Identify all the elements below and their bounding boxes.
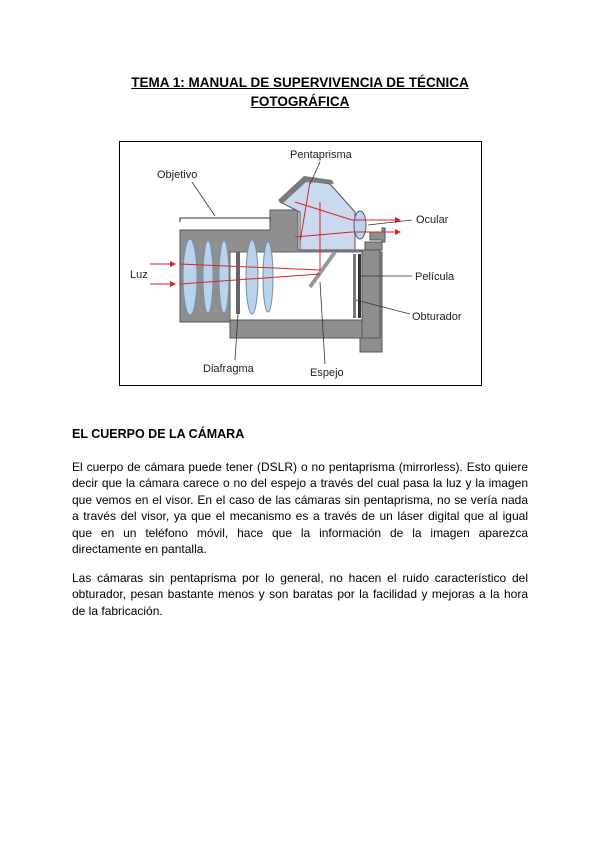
title-line-2: FOTOGRÁFICA <box>250 94 350 109</box>
paragraph-2: Las cámaras sin pentaprisma por lo general, no hacen el ruido característico del obturador, pesan bastante menos y son baratas por la facilidad y mejoras a la hora de la fabricación. <box>72 571 528 618</box>
label-luz: Luz <box>130 269 148 281</box>
label-pelicula: Película <box>415 271 455 283</box>
film-plane <box>358 254 361 318</box>
shutter <box>353 254 356 318</box>
leader-ocular <box>368 220 412 225</box>
label-objetivo: Objetivo <box>157 169 198 181</box>
diaphragm <box>236 252 240 314</box>
section-heading: EL CUERPO DE LA CÁMARA <box>72 427 245 441</box>
objetivo-bracket <box>180 218 270 222</box>
label-ocular: Ocular <box>416 214 449 226</box>
camera-diagram <box>119 141 482 386</box>
lens-element-1 <box>183 239 197 315</box>
page-title <box>100 73 500 111</box>
paragraph-1: El cuerpo de cámara puede tener (DSLR) o no pentaprisma (mirrorless). Esto quiere decir que la cámara carece o no del espejo a través del cual pasa la luz y la imagen que vemos en el visor. En el caso de las cámaras sin pentaprisma, no se vería nada a través del visor, ya que el mecanismo es a través de un láser digital que al igual que en un teléfono móvil, hace que la información de la imagen aparezca directamente en pantalla. <box>72 460 528 557</box>
lens-element-2 <box>203 241 213 313</box>
leader-objetivo <box>192 182 215 216</box>
camera-rear-bottom <box>230 320 380 338</box>
label-espejo: Espejo <box>310 367 344 379</box>
label-pentaprisma: Pentaprisma <box>290 149 352 161</box>
lens-element-4 <box>246 240 258 314</box>
label-obturador: Obturador <box>412 311 462 323</box>
label-diafragma: Diafragma <box>203 363 254 375</box>
title-line-1: TEMA 1: MANUAL DE SUPERVIVENCIA DE TÉCNICA <box>131 75 469 90</box>
lens-element-3 <box>219 241 229 313</box>
ocular-lens <box>354 211 366 239</box>
camera-diagram-svg <box>120 142 481 385</box>
camera-rear-wall <box>362 250 380 338</box>
